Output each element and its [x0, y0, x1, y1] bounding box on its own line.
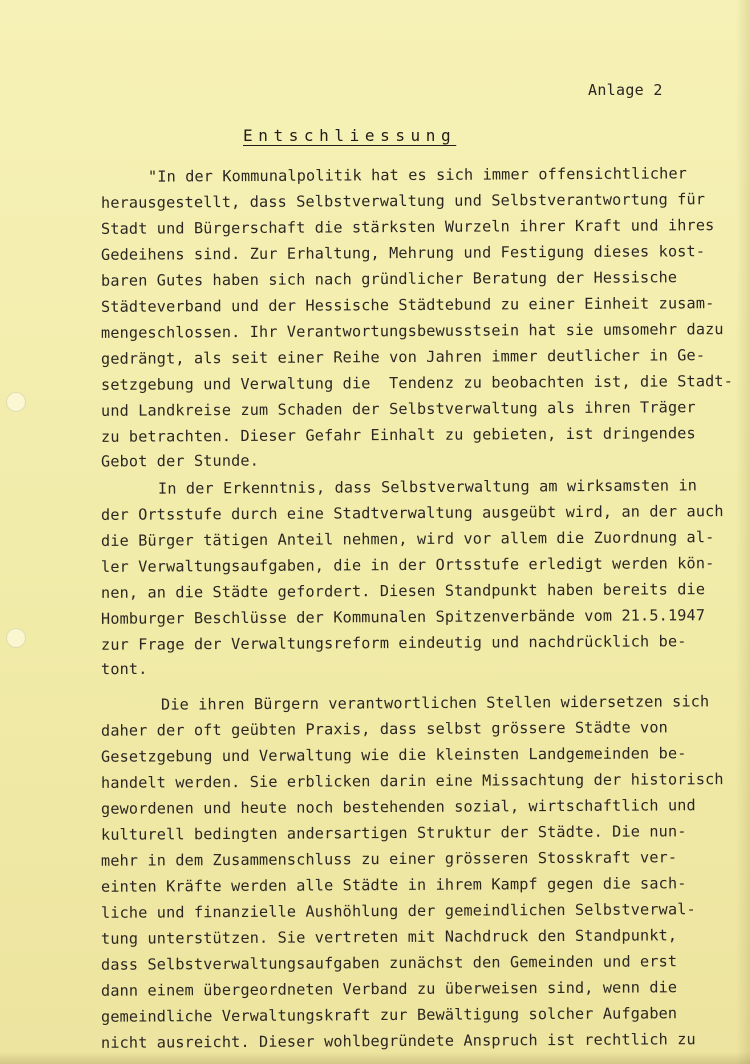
text-line: herausgestellt, dass Selbstverwaltung und Selbstverantwortung für	[100, 190, 706, 212]
text-line: einten Kräfte werden alle Städte in ihrem Kampf gegen die sach-	[100, 874, 687, 896]
paper-edge-shadow	[736, 0, 750, 1064]
text-line: ler Verwaltungsaufgaben, die in der Ortsstufe erledigt werden kön-	[100, 554, 715, 576]
text-line: In der Erkenntnis, dass Selbstverwaltung am wirksamsten in	[157, 476, 698, 498]
text-line: die Bürger tätigen Anteil nehmen, wird vor allem die Zuordnung al-	[100, 528, 715, 550]
text-line: zu betrachten. Dieser Gefahr Einhalt zu gebieten, ist dringendes	[100, 424, 696, 446]
text-line: Die ihren Bürgern verantwortlichen Stellen widersetzen sich	[160, 692, 710, 714]
text-line: Städteverband und der Hessische Städtebund zu einer Einheit zusam-	[100, 294, 715, 316]
text-line: setzgebung und Verwaltung die Tendenz zu beobachten ist, die Stadt-	[100, 372, 734, 394]
text-line: gemeindliche Verwaltungskraft zur Bewältigung solcher Aufgaben	[100, 1004, 678, 1026]
text-line: mehr in dem Zusammenschluss zu einer grösseren Stosskraft ver-	[100, 848, 678, 870]
text-line: und Landkreise zum Schaden der Selbstverwaltung als ihren Träger	[100, 398, 696, 420]
punch-hole-upper	[6, 392, 26, 412]
text-line: liche und finanzielle Aushöhlung der gemeindlichen Selbstverwal-	[100, 900, 696, 922]
text-line: nen, an die Städte gefordert. Diesen Standpunkt haben bereits die	[100, 580, 706, 602]
text-line: gewordenen und heute noch bestehenden sozial, wirtschaftlich und	[100, 796, 696, 818]
text-line: "In der Kommunalpolitik hat es sich immer offensichtlicher	[147, 164, 688, 186]
annex-label: Anlage 2	[588, 81, 663, 99]
text-line: dann einem übergeordneten Verband zu überweisen sind, wenn die	[100, 978, 678, 1000]
document-title: Entschliessung	[243, 126, 457, 145]
text-line: kulturell bedingten andersartigen Struktur der Städte. Die nun-	[100, 822, 687, 844]
text-line: mengeschlossen. Ihr Verantwortungsbewusstsein hat sie umsomehr dazu	[100, 320, 724, 342]
text-line: handelt werden. Sie erblicken darin eine Missachtung der historisch	[100, 770, 724, 792]
text-line: Stadt und Bürgerschaft die stärksten Wurzeln ihrer Kraft und ihres	[100, 216, 715, 238]
text-line: der Ortsstufe durch eine Stadtverwaltung ausgeübt wird, an der auch	[100, 502, 724, 524]
text-line: dass Selbstverwaltungsaufgaben zunächst den Gemeinden und erst	[100, 952, 678, 974]
punch-hole-lower	[6, 628, 26, 648]
text-line: baren Gutes haben sich nach gründlicher Beratung der Hessische	[100, 268, 678, 290]
text-line: Gebot der Stunde.	[100, 451, 260, 471]
text-line: Homburger Beschlüsse der Kommunalen Spitzenverbände vom 21.5.1947	[100, 606, 706, 628]
text-line: gedrängt, als seit einer Reihe von Jahren immer deutlicher in Ge-	[100, 346, 706, 368]
text-line: zur Frage der Verwaltungsreform eindeutig und nachdrücklich be-	[100, 632, 687, 654]
text-line: nicht ausreicht. Dieser wohlbegründete Anspruch ist rechtlich zu	[100, 1030, 696, 1052]
text-line: tung unterstützen. Sie vertreten mit Nachdruck den Standpunkt,	[100, 926, 678, 948]
text-line: tont.	[100, 659, 148, 679]
text-line: Gedeihens sind. Zur Erhaltung, Mehrung und Festigung dieses kost-	[100, 242, 706, 264]
paper-bottom-shadow	[0, 1052, 750, 1064]
text-line: daher der oft geübten Praxis, dass selbst grössere Städte von	[100, 718, 668, 740]
text-line: Gesetzgebung und Verwaltung wie die kleinsten Landgemeinden be-	[100, 744, 687, 766]
